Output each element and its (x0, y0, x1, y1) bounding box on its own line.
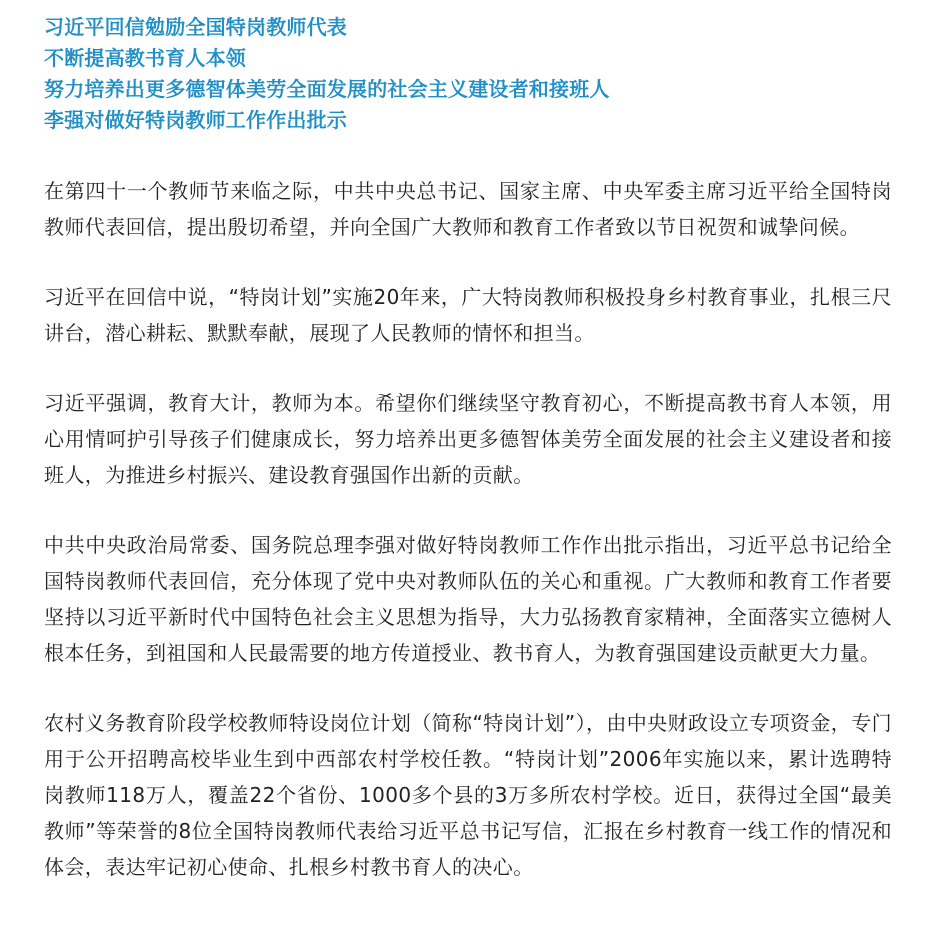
paragraph-1: 在第四十一个教师节来临之际，中共中央总书记、国家主席、中央军委主席习近平给全国特岗教师代表回信，提出殷切希望，并向全国广大教师和教育工作者致以节日祝贺和诚挚问候。 (44, 179, 892, 239)
headline-line-4: 李强对做好特岗教师工作作出批示 (44, 108, 347, 132)
headline-line-1: 习近平回信勉励全国特岗教师代表 (44, 15, 347, 39)
news-article (44, 12, 892, 885)
article-body (44, 173, 892, 885)
paragraph-4: 中共中央政治局常委、国务院总理李强对做好特岗教师工作作出批示指出，习近平总书记给全国特岗教师代表回信，充分体现了党中央对教师队伍的关心和重视。广大教师和教育工作者要坚持以习近平新时代中国特色社会主义思想为指导，大力弘扬教育家精神，全面落实立德树人根本任务，到祖国和人民最需要的地方传道授业、教书育人，为教育强国建设贡献更大力量。 (44, 533, 892, 665)
headline-block (44, 12, 892, 136)
paragraph-5: 农村义务教育阶段学校教师特设岗位计划（简称“特岗计划”），由中央财政设立专项资金，专门用于公开招聘高校毕业生到中西部农村学校任教。“特岗计划”2006年实施以来，累计选聘特岗教师118万人，覆盖22个省份、1000多个县的3万多所农村学校。近日，获得过全国“最美教师”等荣誉的8位全国特岗教师代表给习近平总书记写信，汇报在乡村教育一线工作的情况和体会，表达牢记初心使命、扎根乡村教书育人的决心。 (44, 711, 892, 879)
paragraph-3: 习近平强调，教育大计，教师为本。希望你们继续坚守教育初心，不断提高教书育人本领，用心用情呵护引导孩子们健康成长，努力培养出更多德智体美劳全面发展的社会主义建设者和接班人，为推进乡村振兴、建设教育强国作出新的贡献。 (44, 391, 892, 487)
headline-line-2: 不断提高教书育人本领 (44, 46, 246, 70)
paragraph-2: 习近平在回信中说，“特岗计划”实施20年来，广大特岗教师积极投身乡村教育事业，扎根三尺讲台，潜心耕耘、默默奉献，展现了人民教师的情怀和担当。 (44, 285, 892, 345)
headline-line-3: 努力培养出更多德智体美劳全面发展的社会主义建设者和接班人 (44, 77, 610, 101)
